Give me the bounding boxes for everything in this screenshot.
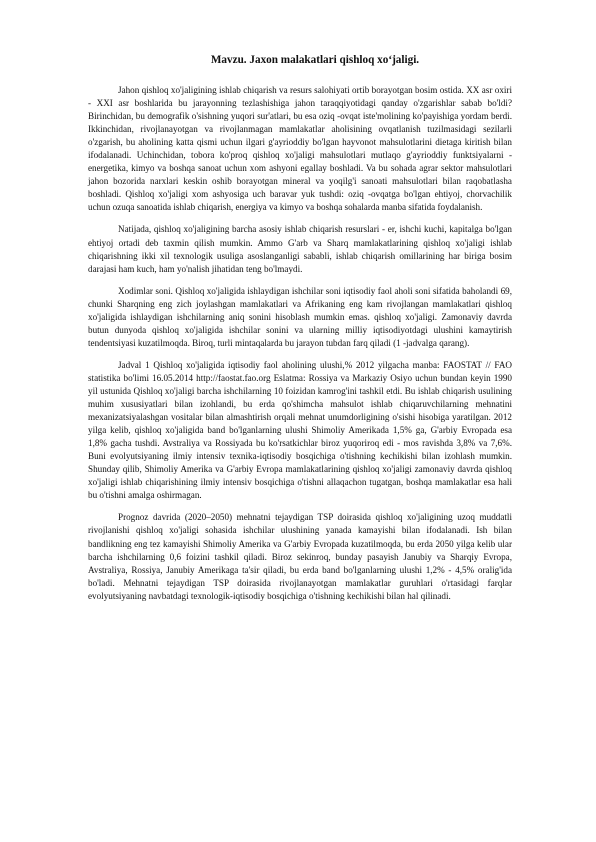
paragraph-table-note: Jadval 1 Qishloq xo'jaligida iqtisodiy faol aholining ulushi,% 2012 yilgacha manba: FAOSTAT // FAO statistika bo'limi 16.05.2014 http://faostat.fao.org Eslatma: Rossiya va Markaziy Osiyo uchun bundan keyin 1990 yil ustunida Qishloq xo'jaligi barcha ishchilarning 10 foizidan kamrog'ini tashkil etdi. Bu ishlab chiqarish usulining muhim xususiyatlari bilan izohlandi, bu erda qo'shimcha mahsulot ishlab chiqaruvchilarning mehnatini mexanizatsiyalashgan vositalar bilan almashtirish orqali mehnat unumdorligining o'sishi hisobiga yaratilgan. 2012 yilga kelib, qishloq xo'jaligida band bo'lganlarning ulushi Shimoliy Amerikada 1,5% ga, G'arbiy Evropada esa 1,8% gacha tushdi. Avstraliya va Rossiyada bu ko'rsatkichlar biroz yuqoriroq edi - mos ravishda 3,8% va 7,6%. Buni evolyutsiyaning ilmiy intensiv texnika-iqtisodiy bosqichiga o'tishning kechikishi bilan izohlash mumkin. Shunday qilib, Shimoliy Amerika va G'arbiy Evropa mamlakatlarining qishloq xo'jaligi zamonaviy davrda qishloq xo'jaligi ishlab chiqarishining ilmiy intensiv bosqichiga o'tishni allaqachon tugatgan, boshqa mamlakatlar esa hali bu o'tishni amalga oshirmagan. bbox=[88, 359, 512, 501]
page-title: Mavzu. Jaxon malakatlari qishloq xo‘jaligi. bbox=[210, 54, 420, 66]
paragraph-workforce: Xodimlar soni. Qishloq xo'jaligida ishlaydigan ishchilar soni iqtisodiy faol aholi soni sifatida baholandi 69, chunki Sharqning eng zich joylashgan mamlakatlari va Afrikaning eng kam rivojlangan mamlakatlari qishloq xo'jaligida ishlaydigan ishchilarning aniq sonini hisoblash mumkin emas. qishloq xo'jaligi. Zamonaviy davrda butun dunyoda qishloq xo'jaligida ishchilar sonini va ularning milliy iqtisodiyotdagi ulushini kamaytirish tendentsiyasi kuzatilmoqda. Biroq, turli mintaqalarda bu jarayon tubdan farq qiladi (1 -jadvalga qarang). bbox=[88, 285, 512, 348]
paragraph-resources: Natijada, qishloq xo'jaligining barcha asosiy ishlab chiqarish resurslari - er, ishchi kuchi, kapitalga bo'lgan ehtiyoj ortadi deb taxmin qilish mumkin. Ammo G'arb va Sharq mamlakatlarining qishloq xo'jaligi ishlab chiqarishning ikki xil texnologik usuliga asoslanganligi sababli, ishlab chiqarish omillarining har biriga bosim darajasi ham kuch, ham yo'nalish jihatidan teng bo'lmaydi. bbox=[88, 224, 512, 274]
paragraph-intro: Jahon qishloq xo'jaligining ishlab chiqarish va resurs salohiyati ortib borayotgan bosim ostida. XX asr oxiri - XXI asr boshlarida bu jarayonning tezlashishiga jahon taraqqiyotidagi qanday o'zgarishlar sabab bo'ldi? Birinchidan, bu demografik o'sishning yuqori sur'atlari, bu esa oziq -ovqat iste'molining ko'payishiga yordam berdi. Ikkinchidan, rivojlanayotgan va rivojlanmagan mamlakatlar aholisining ovqatlanish tuzilmasidagi sezilarli o'zgarish, bu aholining katta qismi uchun ilgari g'ayrioddiy bo'lgan hayvonot mahsulotlarini dietaga kiritish bilan ifodalanadi. Uchinchidan, tobora ko'proq qishloq xo'jaligi mahsulotlari mutlaqo g'ayrioddiy funktsiyalarni - energetika, kimyo va boshqa sanoat uchun xom ashyoni egallay boshladi. Va bu sohada agrar sektor mahsulotlari jahon bozorida narxlari keskin oshib borayotgan mineral va yoqilg'i sanoati mahsulotlari bilan raqobatlasha boshladi. Qishloq xo'jaligi xom ashyosiga uch baravar yuk tushdi: oziq -ovqatga bo'lgan ehtiyoj, chorvachilik uchun ozuqa sanoatida ishlab chiqarish, energiya va kimyo va boshqa sohalarda manba sifatida foydalanish. bbox=[88, 85, 512, 213]
paragraph-forecast: Prognoz davrida (2020–2050) mehnatni tejaydigan TSP doirasida qishloq xo'jaligining uzoq muddatli rivojlanishi qishloq xo'jaligi sohasida ishchilar ulushining yanada kamayishi bilan ifodalanadi. Ish bilan bandlikning eng tez kamayishi Shimoliy Amerika va G'arbiy Evropada kuzatilmoqda, bu erda 2050 yilga kelib ular barcha ishchilarning 0,6 foizini tashkil qiladi. Biroz sekinroq, bunday pasayish Janubiy va Sharqiy Evropa, Avstraliya, Rossiya, Janubiy Amerikaga ta'sir qiladi, bu erda band bo'lganlarning ulushi 1,2% - 4,5% oralig'ida bo'ladi. Mehnatni tejaydigan TSP doirasida rivojlanayotgan mamlakatlar guruhlari o'rtasidagi farqlar evolyutsiyaning navbatdagi texnologik-iqtisodiy bosqichiga o'tishning kechikishi bilan hal qilinadi. bbox=[88, 512, 512, 601]
document-page bbox=[88, 53, 512, 612]
